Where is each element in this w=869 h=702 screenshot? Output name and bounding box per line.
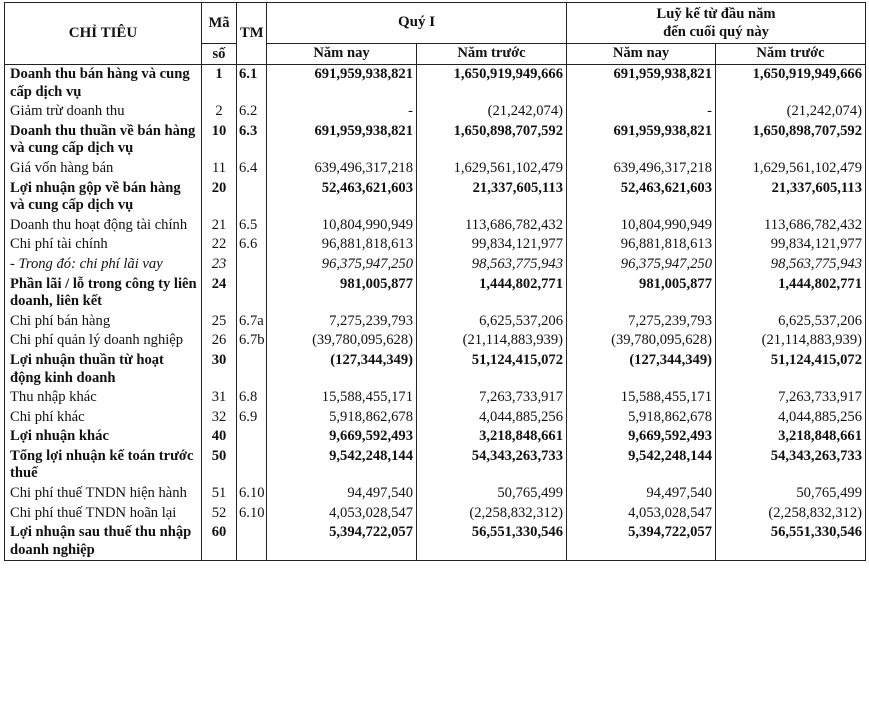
row-label: Tổng lợi nhuận kế toán trước thuế — [5, 447, 202, 484]
header-ma-so-line1: Mã — [202, 3, 236, 44]
row-ytd-previous: 56,551,330,546 — [716, 523, 866, 561]
row-ytd-current: 96,881,818,613 — [567, 235, 716, 255]
row-ytd-current: 9,669,592,493 — [567, 427, 716, 447]
row-label: Giá vốn hàng bán — [5, 159, 202, 179]
row-ytd-previous: 1,650,919,949,666 — [716, 65, 866, 103]
row-ytd-current: 639,496,317,218 — [567, 159, 716, 179]
row-quarter-previous: 56,551,330,546 — [417, 523, 567, 561]
row-tm — [237, 179, 267, 216]
income-statement — [4, 2, 865, 561]
header-q-nam-nay: Năm nay — [267, 43, 417, 64]
table-row — [5, 388, 866, 408]
row-ytd-current: 5,394,722,057 — [567, 523, 716, 561]
row-quarter-current: 96,375,947,250 — [267, 255, 417, 275]
row-code: 1 — [202, 65, 237, 103]
row-ytd-previous: 54,343,263,733 — [716, 447, 866, 484]
row-quarter-current: - — [267, 102, 417, 122]
row-tm — [237, 427, 267, 447]
row-quarter-previous: 54,343,263,733 — [417, 447, 567, 484]
row-quarter-previous: 50,765,499 — [417, 484, 567, 504]
row-ytd-current: 96,375,947,250 — [567, 255, 716, 275]
row-quarter-current: 96,881,818,613 — [267, 235, 417, 255]
row-label: Lợi nhuận thuần từ hoạt động kinh doanh — [5, 351, 202, 388]
row-ytd-previous: 6,625,537,206 — [716, 312, 866, 332]
row-code: 51 — [202, 484, 237, 504]
row-tm: 6.10 — [237, 484, 267, 504]
row-quarter-previous: (21,114,883,939) — [417, 331, 567, 351]
header-luy-ke-line2: đến cuối quý này — [663, 23, 769, 40]
row-code: 50 — [202, 447, 237, 484]
row-code: 21 — [202, 216, 237, 236]
row-ytd-previous: 51,124,415,072 — [716, 351, 866, 388]
table-row — [5, 235, 866, 255]
row-quarter-current: 10,804,990,949 — [267, 216, 417, 236]
row-quarter-current: 691,959,938,821 — [267, 122, 417, 159]
row-quarter-current: 94,497,540 — [267, 484, 417, 504]
income-statement-table — [4, 2, 866, 561]
row-ytd-current: 7,275,239,793 — [567, 312, 716, 332]
table-body — [5, 65, 866, 561]
row-ytd-previous: 98,563,775,943 — [716, 255, 866, 275]
header-ytd-nam-nay: Năm nay — [567, 43, 716, 64]
row-label: Lợi nhuận khác — [5, 427, 202, 447]
row-quarter-previous: 99,834,121,977 — [417, 235, 567, 255]
header-luy-ke-line1: Luỹ kế từ đầu năm — [656, 5, 776, 22]
row-ytd-previous: 1,650,898,707,592 — [716, 122, 866, 159]
row-ytd-current: (127,344,349) — [567, 351, 716, 388]
row-quarter-current: (127,344,349) — [267, 351, 417, 388]
header-ma-so — [202, 3, 237, 65]
row-quarter-current: 691,959,938,821 — [267, 65, 417, 103]
row-ytd-previous: 50,765,499 — [716, 484, 866, 504]
row-tm: 6.4 — [237, 159, 267, 179]
row-ytd-current: 691,959,938,821 — [567, 122, 716, 159]
row-quarter-current: 9,669,592,493 — [267, 427, 417, 447]
row-label: Thu nhập khác — [5, 388, 202, 408]
row-quarter-current: 5,918,862,678 — [267, 408, 417, 428]
row-code: 40 — [202, 427, 237, 447]
row-label: - Trong đó: chi phí lãi vay — [5, 255, 202, 275]
row-quarter-previous: 113,686,782,432 — [417, 216, 567, 236]
row-code: 24 — [202, 275, 237, 312]
row-tm: 6.3 — [237, 122, 267, 159]
row-code: 26 — [202, 331, 237, 351]
table-row — [5, 447, 866, 484]
table-row — [5, 427, 866, 447]
row-quarter-current: 5,394,722,057 — [267, 523, 417, 561]
row-code: 22 — [202, 235, 237, 255]
table-row — [5, 65, 866, 103]
row-code: 60 — [202, 523, 237, 561]
row-tm — [237, 523, 267, 561]
row-quarter-previous: 7,263,733,917 — [417, 388, 567, 408]
table-row — [5, 331, 866, 351]
table-row — [5, 122, 866, 159]
row-ytd-previous: 7,263,733,917 — [716, 388, 866, 408]
row-quarter-previous: 3,218,848,661 — [417, 427, 567, 447]
row-quarter-previous: 98,563,775,943 — [417, 255, 567, 275]
row-label: Doanh thu bán hàng và cung cấp dịch vụ — [5, 65, 202, 103]
header-quy: Quý I — [267, 3, 567, 44]
row-quarter-current: 9,542,248,144 — [267, 447, 417, 484]
row-code: 10 — [202, 122, 237, 159]
row-code: 52 — [202, 504, 237, 524]
row-code: 25 — [202, 312, 237, 332]
row-ytd-current: - — [567, 102, 716, 122]
table-row — [5, 216, 866, 236]
header-tm: TM — [237, 3, 267, 65]
row-code: 31 — [202, 388, 237, 408]
row-ytd-previous: (21,242,074) — [716, 102, 866, 122]
row-quarter-previous: 1,629,561,102,479 — [417, 159, 567, 179]
table-row — [5, 408, 866, 428]
row-label: Chi phí thuế TNDN hoãn lại — [5, 504, 202, 524]
row-quarter-previous: 1,650,919,949,666 — [417, 65, 567, 103]
row-quarter-current: 4,053,028,547 — [267, 504, 417, 524]
header-chi-tieu: CHỈ TIÊU — [5, 3, 202, 65]
table-row — [5, 523, 866, 561]
row-ytd-current: 94,497,540 — [567, 484, 716, 504]
row-tm: 6.7b — [237, 331, 267, 351]
row-ytd-current: 10,804,990,949 — [567, 216, 716, 236]
row-quarter-previous: (21,242,074) — [417, 102, 567, 122]
row-tm — [237, 351, 267, 388]
header-ytd-nam-truoc: Năm trước — [716, 43, 866, 64]
row-label: Chi phí tài chính — [5, 235, 202, 255]
row-tm: 6.8 — [237, 388, 267, 408]
row-ytd-previous: 1,444,802,771 — [716, 275, 866, 312]
row-quarter-current: 981,005,877 — [267, 275, 417, 312]
row-quarter-previous: 51,124,415,072 — [417, 351, 567, 388]
row-ytd-current: 981,005,877 — [567, 275, 716, 312]
row-code: 32 — [202, 408, 237, 428]
row-ytd-previous: 113,686,782,432 — [716, 216, 866, 236]
row-ytd-previous: 99,834,121,977 — [716, 235, 866, 255]
row-label: Lợi nhuận sau thuế thu nhập doanh nghiệp — [5, 523, 202, 561]
row-ytd-previous: 4,044,885,256 — [716, 408, 866, 428]
row-quarter-current: 7,275,239,793 — [267, 312, 417, 332]
table-row — [5, 351, 866, 388]
row-tm — [237, 447, 267, 484]
row-ytd-previous: (21,114,883,939) — [716, 331, 866, 351]
row-quarter-previous: (2,258,832,312) — [417, 504, 567, 524]
row-ytd-current: 691,959,938,821 — [567, 65, 716, 103]
table-row — [5, 102, 866, 122]
row-tm: 6.7a — [237, 312, 267, 332]
row-label: Giảm trừ doanh thu — [5, 102, 202, 122]
row-label: Chi phí quản lý doanh nghiệp — [5, 331, 202, 351]
row-ytd-previous: (2,258,832,312) — [716, 504, 866, 524]
row-tm: 6.9 — [237, 408, 267, 428]
row-code: 23 — [202, 255, 237, 275]
row-quarter-current: 52,463,621,603 — [267, 179, 417, 216]
row-ytd-previous: 3,218,848,661 — [716, 427, 866, 447]
row-tm: 6.1 — [237, 65, 267, 103]
row-quarter-current: 639,496,317,218 — [267, 159, 417, 179]
table-row — [5, 484, 866, 504]
row-ytd-previous: 21,337,605,113 — [716, 179, 866, 216]
row-tm: 6.2 — [237, 102, 267, 122]
table-row — [5, 504, 866, 524]
table-row — [5, 255, 866, 275]
row-quarter-previous: 1,650,898,707,592 — [417, 122, 567, 159]
row-ytd-current: 52,463,621,603 — [567, 179, 716, 216]
row-tm: 6.5 — [237, 216, 267, 236]
row-label: Chi phí thuế TNDN hiện hành — [5, 484, 202, 504]
table-row — [5, 312, 866, 332]
row-code: 20 — [202, 179, 237, 216]
table-row — [5, 179, 866, 216]
row-ytd-current: 5,918,862,678 — [567, 408, 716, 428]
row-tm — [237, 275, 267, 312]
row-label: Doanh thu thuần về bán hàng và cung cấp dịch vụ — [5, 122, 202, 159]
row-tm — [237, 255, 267, 275]
row-tm: 6.10 — [237, 504, 267, 524]
row-quarter-previous: 1,444,802,771 — [417, 275, 567, 312]
row-ytd-current: (39,780,095,628) — [567, 331, 716, 351]
header-q-nam-truoc: Năm trước — [417, 43, 567, 64]
header-ma-so-line2: số — [212, 46, 226, 62]
row-label: Chi phí bán hàng — [5, 312, 202, 332]
row-code: 11 — [202, 159, 237, 179]
header-luy-ke — [567, 3, 866, 44]
row-quarter-previous: 21,337,605,113 — [417, 179, 567, 216]
row-tm: 6.6 — [237, 235, 267, 255]
row-quarter-current: 15,588,455,171 — [267, 388, 417, 408]
row-ytd-current: 15,588,455,171 — [567, 388, 716, 408]
row-label: Lợi nhuận gộp về bán hàng và cung cấp dịch vụ — [5, 179, 202, 216]
row-label: Phần lãi / lỗ trong công ty liên doanh, liên kết — [5, 275, 202, 312]
row-label: Chi phí khác — [5, 408, 202, 428]
table-row — [5, 275, 866, 312]
row-code: 30 — [202, 351, 237, 388]
row-quarter-previous: 4,044,885,256 — [417, 408, 567, 428]
row-ytd-previous: 1,629,561,102,479 — [716, 159, 866, 179]
table-row — [5, 159, 866, 179]
row-quarter-previous: 6,625,537,206 — [417, 312, 567, 332]
row-ytd-current: 9,542,248,144 — [567, 447, 716, 484]
row-quarter-current: (39,780,095,628) — [267, 331, 417, 351]
row-code: 2 — [202, 102, 237, 122]
row-ytd-current: 4,053,028,547 — [567, 504, 716, 524]
row-label: Doanh thu hoạt động tài chính — [5, 216, 202, 236]
